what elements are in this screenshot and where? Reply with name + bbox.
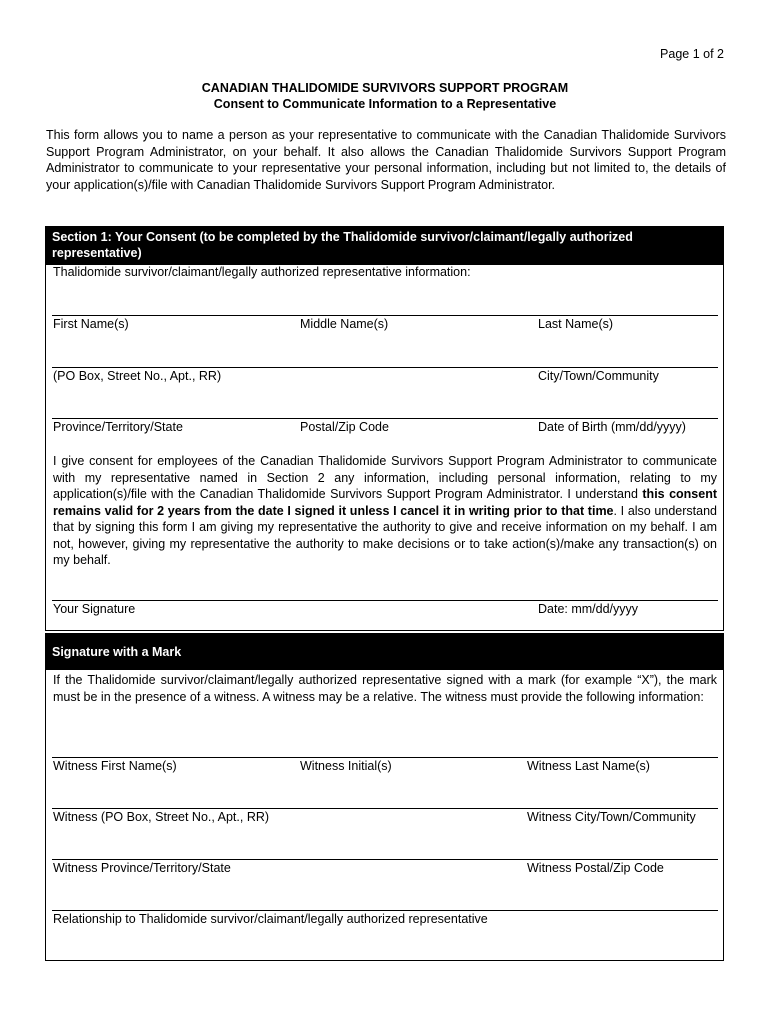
witness-first-name-label: Witness First Name(s) — [53, 759, 177, 773]
address-label: (PO Box, Street No., Apt., RR) — [53, 369, 222, 383]
witness-province-label: Witness Province/Territory/State — [53, 861, 231, 875]
section1-box — [45, 226, 724, 631]
form-subtitle: Consent to Communicate Information to a Representative — [213, 97, 557, 111]
witness-postal-label: Witness Postal/Zip Code — [527, 861, 664, 875]
address-line[interactable] — [52, 367, 718, 368]
province-label: Province/Territory/State — [53, 420, 183, 434]
mark-section-box — [45, 633, 724, 961]
consent-paragraph — [53, 453, 717, 569]
consent-validity-text: this consent remains valid for 2 years from the date I signed it unless I cancel it in writing prior to that time — [53, 487, 717, 518]
witness-name-line[interactable] — [52, 757, 718, 758]
last-name-label: Last Name(s) — [538, 317, 614, 331]
intro-paragraph: This form allows you to name a person as your representative to communicate with the Canadian Thalidomide Survivors Support Program Administrator, on your behalf. It also allows the Canadian Thalidomide Survivors Support Program Administrator to communicate to your representative your personal information, including but not limited to, the details of your application(s)/file with Canadian Thalidomide Survivors Support Program Administrator. — [46, 128, 726, 192]
witness-city-label: Witness City/Town/Community — [527, 810, 696, 824]
consent-text-part1: I give consent for employees of the Canadian Thalidomide Survivors Support Program Administrator to communicate with my representative named in Section 2 any information, including personal information, relating to my application(s)/file with the Canadian Thalidomide Survivors Support Program Administrator. I understand — [53, 454, 717, 501]
relationship-line[interactable] — [52, 910, 718, 911]
witness-address-label: Witness (PO Box, Street No., Apt., RR) — [53, 810, 270, 824]
signature-date-label: Date: mm/dd/yyyy — [538, 602, 639, 616]
witness-last-name-label: Witness Last Name(s) — [527, 759, 650, 773]
section1-subheading: Thalidomide survivor/claimant/legally authorized representative information: — [53, 265, 471, 279]
city-label: City/Town/Community — [538, 369, 659, 383]
signature-line[interactable] — [52, 600, 718, 601]
province-line[interactable] — [52, 418, 718, 419]
first-name-label: First Name(s) — [53, 317, 129, 331]
postal-label: Postal/Zip Code — [300, 420, 389, 434]
form-title — [0, 80, 770, 112]
mark-section-header: Signature with a Mark — [46, 634, 723, 670]
program-title: CANADIAN THALIDOMIDE SURVIVORS SUPPORT PROGRAM — [201, 81, 569, 95]
witness-province-line[interactable] — [52, 859, 718, 860]
mark-instructions: If the Thalidomide survivor/claimant/legally authorized representative signed with a mark (for example “X”), the mark must be in the presence of a witness. A witness may be a relative. The witness must provide the following information: — [53, 673, 717, 704]
relationship-label: Relationship to Thalidomide survivor/claimant/legally authorized representative — [53, 912, 488, 926]
signature-label: Your Signature — [53, 602, 136, 616]
dob-label: Date of Birth (mm/dd/yyyy) — [538, 420, 686, 434]
section1-header: Section 1: Your Consent (to be completed by the Thalidomide survivor/claimant/legally authorized representative) — [46, 227, 723, 265]
name-line[interactable] — [52, 315, 718, 316]
middle-name-label: Middle Name(s) — [300, 317, 389, 331]
consent-text-part2: . I also understand that by signing this form I am giving my representative the authority to give and receive information on my behalf. I am not, however, giving my representative the authority to make decisions or to take action(s)/make any transaction(s) on my behalf. — [53, 503, 717, 567]
witness-initial-label: Witness Initial(s) — [300, 759, 392, 773]
witness-address-line[interactable] — [52, 808, 718, 809]
page-number: Page 1 of 2 — [660, 47, 724, 61]
